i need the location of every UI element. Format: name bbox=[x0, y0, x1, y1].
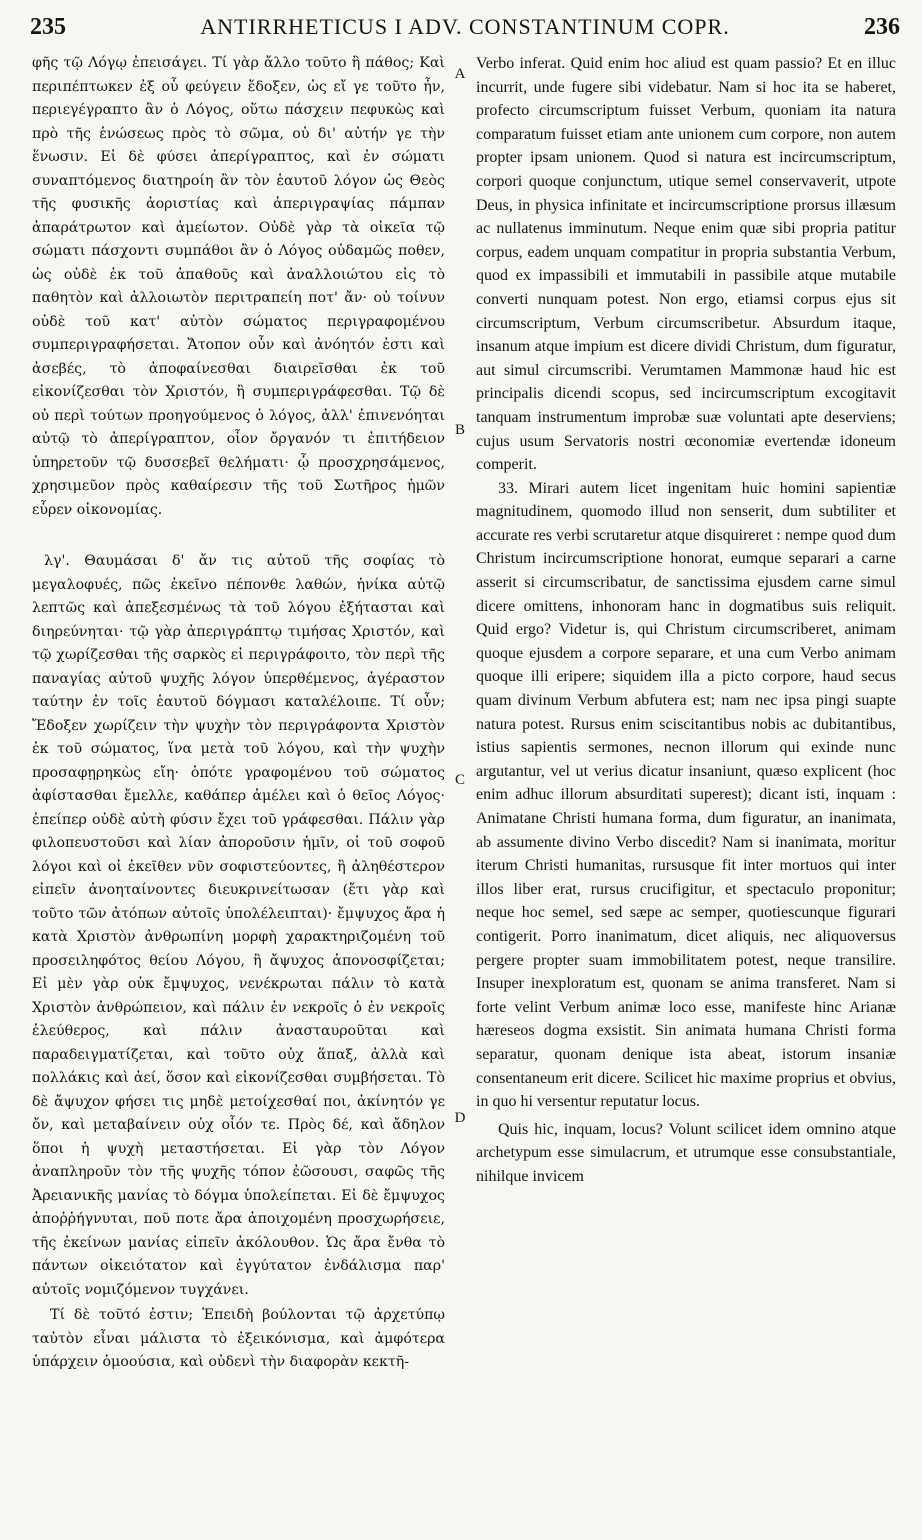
margin-marker-b: B bbox=[454, 422, 465, 438]
page-number-right: 236 bbox=[864, 14, 900, 40]
greek-paragraph: Τί δὲ τοῦτό ἐστιν; Ἐπειδὴ βούλονται τῷ ἀρχετύπῳ ταὐτὸν εἶναι μάλιστα τὸ ἐξεικόνισμα, καὶ ἀμφότερα ὑπάρχειν ὁμοούσια, καὶ οὐδενὶ τὴν διαφορὰν κεκτῆ- bbox=[32, 1307, 445, 1370]
margin-marker-d: D bbox=[454, 1110, 466, 1126]
margin-marker-c: C bbox=[454, 772, 465, 788]
margin-marker-a: A bbox=[454, 66, 466, 82]
latin-paragraph: Verbo inferat. Quid enim hoc aliud est quam passio? Et en illuc incurrit, unde fugere sibi videbatur. Nam si hoc ita se haberet, profecto circumscriptum fuisset Verbum, quoniam ita natura comparatum fuisset etiam ante unionem cum corpore, non autem propter ipsam unionem. Quod si natura est incircumscriptum, corpori quoque conjunctum, utique semel conservaverit, utpote Deus, in physica infinitate et incircumscriptione prorsus illæsum ac nullatenus imminutum. Neque enim quæ sibi propria patitur corpus, eadem unquam compatitur in propria substantia Verbum, quod ex impassibili et immutabili in passibile atque mutabile converti nunquam potest. Non ergo, etiamsi corpus ejus sit circumscriptum, Verbum circumscribetur. Absurdum itaque, insanum atque impium est dicere dividi Christum, dum figuratur, aut simul circumscribi. Verumtamen Mammonæ haud hic est principalis dicendi scopus, sed incircumscriptum excogitavit tanquam instrumentum improbæ suæ voluntati apte deserviens; cujus usum Servatoris nostri œconomiæ evertendæ idoneum comperit. bbox=[476, 55, 896, 474]
greek-paragraph-33: λγ'. Θαυμάσαι δ' ἄν τις αὐτοῦ τῆς σοφίας τὸ μεγαλοφυές, πῶς ἐκεῖνο πέπονθε λαθών, ἡνίκα αὐτῷ λεπτῶς καὶ ἀπεξεσμένως τὰ τοῦ λόγου ἐξήτασται καὶ διηρεύνηται· τῷ γὰρ ἀπεριγράπτῳ τιμήσας Χριστόν, καὶ τῷ χωρίζεσθαι τῆς σαρκὸς εἰ περιγράφοιτο, τὸν περὶ τῆς παναγίας αὐτοῦ ψυχῆς λόγον ὑπερθέμενος, ἀγέραστον ταύτην ἐν τοῖς ἑαυτοῦ δόγμασι καταλέλοιπε. Τί οὖν; Ἔδοξεν χωρίζειν τὴν ψυχὴν τὸν περιγράφοντα Χριστὸν ἐκ τοῦ σώματος, ἵνα μετὰ τοῦ λόγου, καὶ τὴν ψυχὴν προσαφῃρηκὼς εἴη· ὁπότε γραφομένου τοῦ σώματος ἀφίστασθαι ἔμελλε, καθάπερ ἀμέλει καὶ ὁ θεῖος Λόγος· ἐπείπερ οὐδὲ αὐτὴ φύσιν ἔχει τοῦ γράφεσθαι. Πάλιν γὰρ φιλοπευστοῦσι καὶ λίαν ἀποροῦσιν ἡμῖν, οἱ τοῦ σοφοῦ λόγοι καὶ οἱ ἐκεῖθεν νῦν σοφιστεύοντες, ἢ ἀληθέστερον εἰπεῖν ἀνοηταίνοντες διευκρινείτωσαν (ἔτι γὰρ καὶ τοῦτο τῶν ἀτόπων αὐτοῖς ὑπολέλειπται)· ἔμψυχος ἄρα ἡ κατὰ Χριστὸν ἀνθρωπίνη μορφὴ χαρακτηριζομένη τοῦ προσειληφότος θείου Λόγου, ἢ ἄψυχος ἀπονοσφίζεται; Εἰ μὲν γὰρ οὐκ ἔμψυχος, νενέκρωται πάλιν τὸ κατὰ Χριστὸν ἀνθρώπειον, καὶ πάλιν ἐν νεκροῖς ὁ ἐν νεκροῖς ἐλεύθερος, καὶ πάλιν ἀνασταυροῦται καὶ παραδειγματίζεται, καὶ τοῦτο οὐχ ἅπαξ, ἀλλὰ καὶ πολλάκις καὶ ἀεί, ὅσον καὶ εἰκονίζεσθαι συμβήσεται. Τὸ δὲ ἄψυχον φήσει τις μηδὲ μετοίχεσθαί ποι, ἀκίνητόν γε ὄν, καὶ μεταβαίνειν οὐχ οἷόν τε. Πρὸς δέ, καὶ ἄδηλον ὅποι ἡ ψυχὴ μεταστήσεται. Εἰ γὰρ τὸν Λόγον ἀναπληροῦν τὸν τῆς ψυχῆς τόπον ἐῶσουσι, σαφῶς τῆς Ἀρειανικῆς μανίας τὸ δόγμα ὑπολείπεται. Εἰ δὲ ἔμψυχος ἀποῤῥήγνυται, ποῦ ποτε ἄρα ἀποιχομένη προσχωρήσειε, τῆς ἐκείνων μανίας εἰπεῖν ἀκόλουθον. Ὡς ἄρα ἔνθα τὸ πάντων οἰκειότατον καὶ ἐγγύτατον ἐνδάλισμα παρ' αὐτοῖς νομιζόμενον τυγχάνει. bbox=[32, 553, 445, 1298]
latin-column bbox=[476, 52, 896, 1532]
greek-paragraph: φῆς τῷ Λόγῳ ἐπεισάγει. Τί γὰρ ἄλλο τοῦτο ἢ πάθος; Καὶ περιπέπτωκεν ἐξ οὗ φεύγειν ἔδοξεν, ὡς εἴ γε τοῦτο ἦν, περιεγέγραπτο ἂν ὁ Λόγος, οὕτω πάσχειν πεφυκὼς καὶ πρὸ τῆς ἑνώσεως πρὸς τὸ σῶμα, οὐ δι' αὐτήν γε τὴν ἕνωσιν. Εἰ δὲ φύσει ἀπερίγραπτος, καὶ ἐν σώματι συναπτόμενος διατηροίη ἂν τὸν ἑαυτοῦ λόγον ὡς Θεὸς τῆς φυσικῆς ἀοριστίας καὶ ἀπεριγραψίας πάμπαν ἀπαράτρωτον καὶ ἀμείωτον. Οὐδὲ γὰρ τὰ οἰκεῖα τῷ σώματι πάσχοντι συμπάθοι ἂν ὁ Λόγος οὐδαμῶς ποθεν, ὡς οὐδὲ ἐκ τοῦ ἀπαθοῦς καὶ ἀναλλοιώτου εἰς τὸ παθητὸν καὶ ἀλλοιωτὸν περιτραπείη ποτ' ἄν· οὐ τοίνυν οὐδὲ τοῦ κατ' αὐτὸν σώματος περιγραφομένου συμπεριγραφήσεται. Ἄτοπον οὖν καὶ ἀνόητόν ἐστι καὶ ἀσεβές, τὸ ἀποφαίνεσθαι διαιρεῖσθαι ἐκ τοῦ εἰκονίζεσθαι τὸν Χριστόν, ἢ συμπεριγράφεσθαι. Τῷ δὲ οὐ περὶ τούτων προηγούμενος ὁ λόγος, ἀλλ' ἐπινενόηται αὐτῷ τὸ ἀπερίγραπτον, οἷον ὄργανόν τι ἐπιτήδειον ὑπηρετοῦν τῷ δυσσεβεῖ θελήματι· ᾧ προσχρησάμενος, χρησιμεῦον πρὸς καθαίρεσιν τῆς τοῦ Σωτῆρος ἡμῶν εὗρεν οἰκονομίας. bbox=[32, 55, 445, 518]
latin-paragraph-33: 33. Mirari autem licet ingenitam huic homini sapientiæ magnitudinem, quomodo illud non senserit, dum subtiliter et accurate res verbi scrutaretur atque disquireret : nempe quod dum Christum incircumscriptione honorat, eumque separari a carne asserit si circumscribatur, de sanctissima ejusdem carne simul dicere omittens, inhonoram hanc in dogmatibus suis reliquit. Quid ergo? Videtur is, qui Christum circumscriberet, animam quoque ejusdem a corpore separare, et una cum Verbo animam quoque illi eripere; siquidem illa a picto corpore, haud secus quam divinum Verbum abfutera est; nam nec ipsa pingi suapte natura potest. Rursus enim sciscitantibus nobis ac dubitantibus, istius sapientis sermones, necnon illorum qui exinde nunc argutantur, vel ut verius dicatur insaniunt, quæso explicent (hoc enim adhuc illorum absurditati superest); dicant isti, inquam : Animatane Christi humana forma, dum figuratur, an inanimata, ab assumente divino Verbo discedit? Nam si inanimata, moritur iterum Christi humanitas, rursusque fit inter mortuos qui inter illos liber erat, rursus crucifigitur, et spectaculo proponitur; neque hoc semel, sed sæpe ac semper, quotiescunque figurari contigerit. Porro inanimatum, dicet aliquis, nec aliquoversus pergere propter suam immobilitatem potest, neque transilire. Insuper inexploratum est, quonam se anima transferet. Nam si forte velint Verbum animæ loco esse, manifeste hinc Arianæ hæreseos dogma exsistit. Sin animata humana Christi forma separatur, quonam denique ista abeat, istorum insaniæ consentaneum erit dicere. Scilicet hic maxime proprius et obvius, in quo hi versentur reputatur locus. bbox=[476, 479, 896, 1111]
page-number-left: 235 bbox=[30, 14, 66, 40]
latin-paragraph: Quis hic, inquam, locus? Volunt scilicet idem omnino atque archetypum esse simulacrum, et utrumque esse consubstantiale, nihilque invicem bbox=[476, 1120, 896, 1185]
running-title: ANTIRRHETICUS I ADV. CONSTANTINUM COPR. bbox=[200, 14, 730, 39]
greek-column bbox=[32, 52, 445, 1532]
page-header bbox=[30, 14, 900, 54]
